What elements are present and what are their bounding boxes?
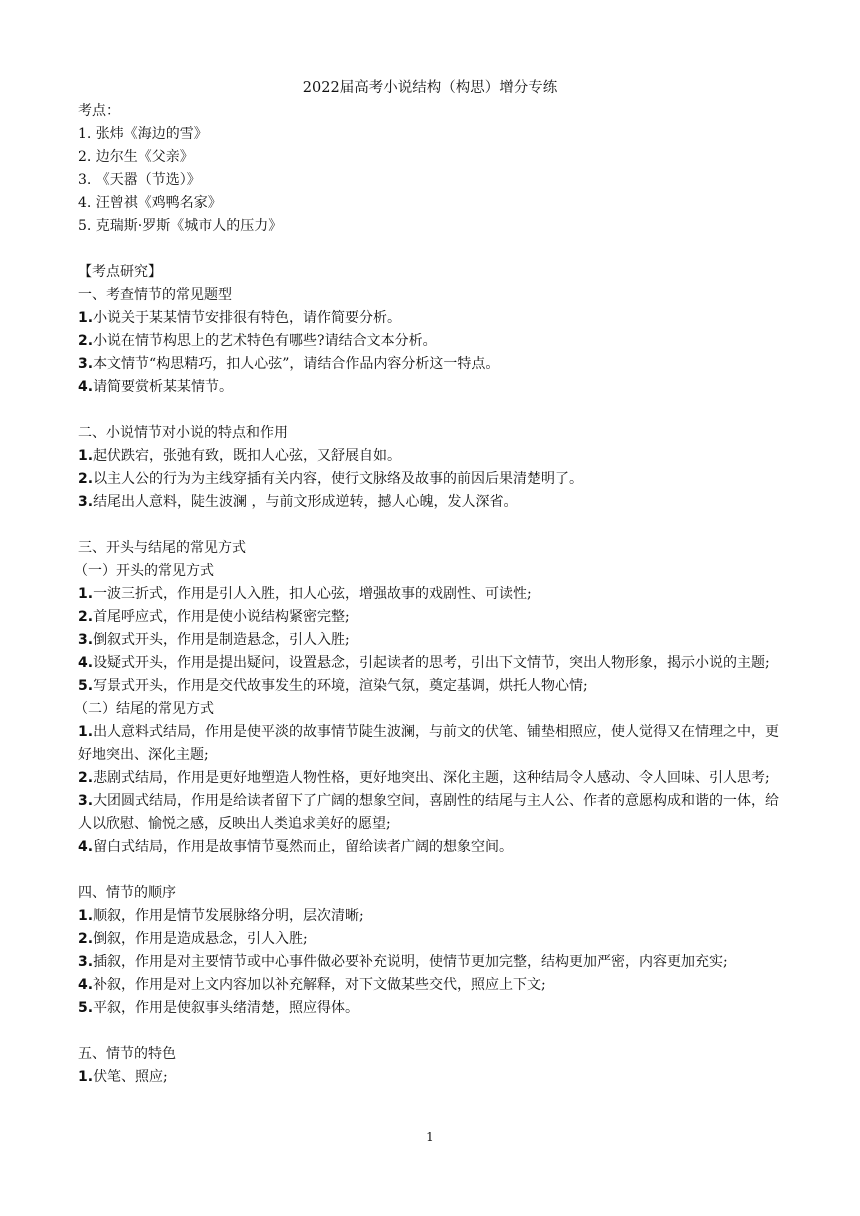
list-item: 3.结尾出人意料，陡生波澜 ，与前文形成逆转，撼人心魄，发人深省。 <box>78 494 518 510</box>
list-item: 2.悲剧式结局，作用是更好地塑造人物性格，更好地突出、深化主题，这种结局令人感动、令人回味、引人思考; <box>78 770 770 786</box>
list-item: 1.起伏跌宕，张弛有致，既扣人心弦，又舒展自如。 <box>78 448 402 464</box>
list-item: 2.以主人公的行为为主线穿插有关内容，使行文脉络及故事的前因后果清楚明了。 <box>78 471 584 487</box>
kaodian-item: 3. 《天嚣（节选）》 <box>78 172 201 188</box>
subsection-heading: （二）结尾的常见方式 <box>74 701 214 717</box>
section-heading: 一、考查情节的常见题型 <box>78 287 232 303</box>
list-item: 1.一波三折式，作用是引人入胜，扣人心弦，增强故事的戏剧性、可读性; <box>78 586 532 602</box>
list-item: 3.倒叙式开头，作用是制造悬念，引人入胜; <box>78 632 350 648</box>
list-item: 1.出人意料式结局，作用是使平淡的故事情节陡生波澜，与前文的伏笔、铺垫相照应，使人觉得又在情理之中，更好地突出、深化主题; <box>78 724 780 763</box>
list-item: 4.设疑式开头，作用是提出疑问，设置悬念，引起读者的思考，引出下文情节，突出人物形象，揭示小说的主题; <box>78 655 770 671</box>
list-item: 5.平叙，作用是使叙事头绪清楚，照应得体。 <box>78 1000 360 1016</box>
list-item: 1.伏笔、照应; <box>78 1069 168 1085</box>
list-item: 1.顺叙，作用是情节发展脉络分明，层次清晰; <box>78 908 364 924</box>
list-item: 3.本文情节“构思精巧，扣人心弦”，请结合作品内容分析这一特点。 <box>78 356 500 372</box>
list-item: 1.小说关于某某情节安排很有特色，请作简要分析。 <box>78 310 402 326</box>
document-body <box>74 100 788 1089</box>
section-heading: 三、开头与结尾的常见方式 <box>78 540 246 556</box>
page-number: 1 <box>426 1130 434 1144</box>
list-item: 2.首尾呼应式，作用是使小说结构紧密完整; <box>78 609 350 625</box>
list-item: 5.写景式开头，作用是交代故事发生的环境，渲染气氛，奠定基调，烘托人物心情; <box>78 678 588 694</box>
list-item: 4.留白式结局，作用是故事情节戛然而止，留给读者广阔的想象空间。 <box>78 839 514 855</box>
research-heading: 【考点研究】 <box>78 264 162 280</box>
list-item: 3.大团圆式结局，作用是给读者留下了广阔的想象空间，喜剧性的结尾与主人公、作者的意愿构成和谐的一体，给人以欣慰、愉悦之感，反映出人类追求美好的愿望; <box>78 793 780 832</box>
document-title: 2022届高考小说结构（构思）增分专练 <box>302 80 558 96</box>
section-heading: 四、情节的顺序 <box>78 885 176 901</box>
list-item: 2.倒叙，作用是造成悬念，引人入胜; <box>78 931 308 947</box>
kaodian-heading: 考点： <box>78 103 120 119</box>
kaodian-item: 1. 张炜《海边的雪》 <box>78 126 208 142</box>
kaodian-item: 4. 汪曾祺《鸡鸭名家》 <box>78 195 222 211</box>
subsection-heading: （一）开头的常见方式 <box>74 563 214 579</box>
list-item: 4.补叙，作用是对上文内容加以补充解释，对下文做某些交代，照应上下文; <box>78 977 546 993</box>
section-heading: 五、情节的特色 <box>78 1046 176 1062</box>
list-item: 4.请简要赏析某某情节。 <box>78 379 234 395</box>
kaodian-item: 5. 克瑞斯·罗斯《城市人的压力》 <box>78 218 283 234</box>
list-item: 2.小说在情节构思上的艺术特色有哪些?请结合文本分析。 <box>78 333 437 349</box>
kaodian-item: 2. 边尔生《父亲》 <box>78 149 194 165</box>
section-heading: 二、小说情节对小说的特点和作用 <box>78 425 288 441</box>
list-item: 3.插叙，作用是对主要情节或中心事件做必要补充说明，使情节更加完整，结构更加严密，内容更加充实; <box>78 954 728 970</box>
